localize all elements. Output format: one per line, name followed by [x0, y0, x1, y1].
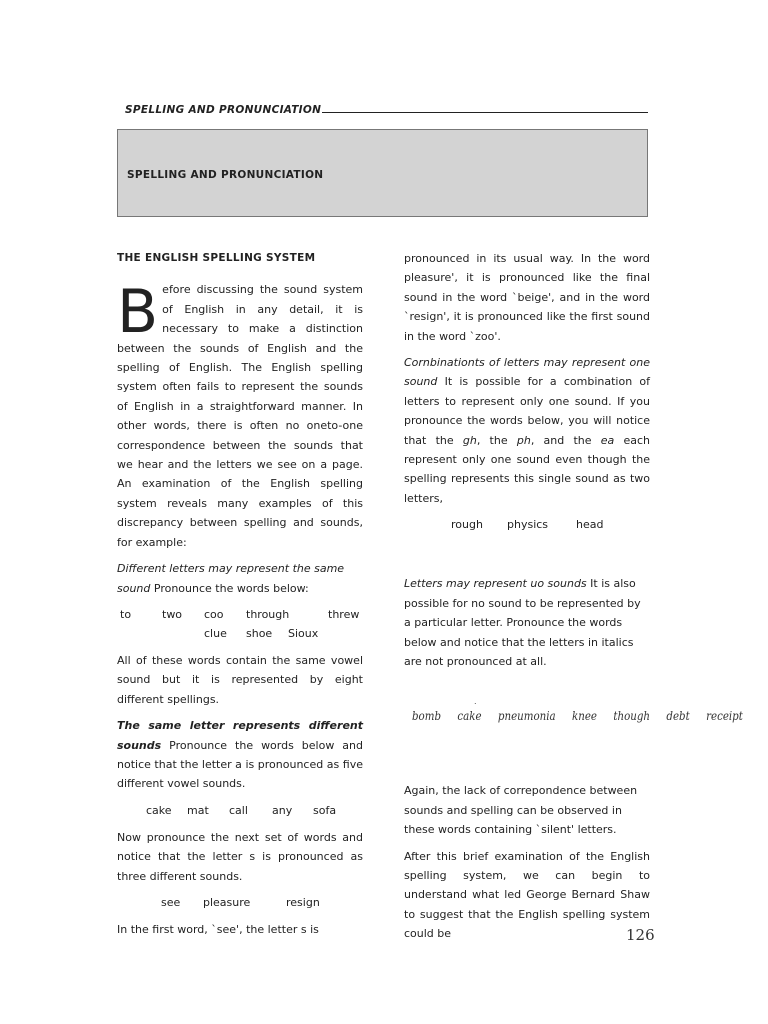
word: shoe: [246, 626, 273, 640]
drop-cap: B: [117, 277, 159, 348]
word-row-2: [117, 624, 363, 643]
word-row-5: [404, 515, 650, 534]
chapter-title: SPELLING AND PRONUNCIATION: [127, 169, 324, 181]
word: cake: [146, 803, 172, 817]
right-column: [404, 249, 650, 951]
word-row-1: [117, 605, 363, 624]
header-rule: [322, 104, 648, 113]
left-column: [117, 249, 363, 946]
first-word-paragraph: In the first word, `see', the letter s is: [117, 922, 319, 936]
word: see: [161, 895, 181, 909]
no-sounds-paragraph: Letters may represent uo sounds It is also possible for no sound to be represented by a particular letter. Pronounce the words below and notice that the letters in italics are not pronounced at all.: [404, 577, 641, 668]
intro-paragraph: Before discussing the sound system of English in any detail, it is necessary to make a distinction between the sounds of English and the spelling of English. The English spelling system often fails to represent the sounds of English in a straightforward manner. In other words, there is often no oneto-one correspondence between the sounds that we hear and the letters we see on a page. An examination of the English spelling system reveals many examples of this discrepancy between spelling and sounds, for example:: [117, 277, 363, 549]
after-paragraph: After this brief examination of the English spelling system, we can begin to understand what led George Bernard Shaw to suggest that the English spelling system could be: [404, 849, 650, 941]
running-title: SPELLING AND PRONUNCIATION: [125, 104, 322, 116]
word: head: [576, 518, 604, 532]
handwritten-word: though: [613, 708, 651, 723]
word: mat: [187, 803, 209, 817]
pronounced-paragraph: pronounced in its usual way. In the word pleasure', it is pronounced like the final sound in the word `beige', and in the word `resign', it is pronounced like the first sound in the word `zoo'.: [404, 252, 650, 343]
chapter-title-box: [117, 129, 648, 217]
word: two: [162, 607, 183, 621]
word: sofa: [313, 803, 337, 817]
combinations-paragraph: Cornbinationts of letters may represent one sound It is possible for a combination of letters to represent only one sound. If you pronounce the words below, you will notice that the gh, the ph, and the ea each represent only one sound even though the spelling represents this single sound as two letters,: [404, 356, 651, 505]
handwritten-word: pneumonia: [497, 708, 556, 723]
same-vowel-paragraph: All of these words contain the same vowel sound but it is represented by eight different spellings.: [117, 653, 363, 706]
word: resign: [286, 895, 320, 909]
word: any: [272, 803, 293, 817]
page-number: 126: [626, 926, 655, 944]
word: rough: [451, 518, 483, 532]
handwritten-word: bomb: [412, 708, 442, 723]
different-letters-paragraph: Different letters may represent the same sound Pronounce the words below:: [117, 562, 345, 595]
handwritten-word: cake: [457, 708, 482, 723]
stray-dot: .: [474, 697, 477, 706]
word: coo: [204, 607, 224, 621]
same-letter-paragraph: The same letter represents different sounds Pronounce the words below and notice that the letter a is pronounced as five different vowel sounds.: [117, 719, 363, 791]
again-paragraph: Again, the lack of correpondence between sounds and spelling can be observed in these words containing `silent' letters.: [404, 784, 638, 837]
handwritten-word: receipt: [706, 708, 743, 723]
word-row-4: [117, 893, 363, 912]
word: to: [120, 607, 132, 621]
handwritten-word-list: [412, 708, 743, 738]
word: call: [229, 803, 248, 817]
word-row-3: [117, 801, 363, 820]
letter-s-paragraph: Now pronounce the next set of words and notice that the letter s is pronounced as three different sounds.: [117, 830, 363, 883]
section-title: THE ENGLISH SPELLING SYSTEM: [117, 252, 316, 264]
running-header: [125, 104, 649, 116]
word: threw: [328, 607, 360, 621]
word: clue: [204, 626, 227, 640]
word: through: [246, 607, 290, 621]
handwritten-word: debt: [666, 708, 690, 723]
word: pleasure: [203, 895, 251, 909]
word: physics: [507, 518, 549, 532]
word: Sioux: [288, 626, 319, 640]
handwritten-word: knee: [572, 708, 597, 723]
